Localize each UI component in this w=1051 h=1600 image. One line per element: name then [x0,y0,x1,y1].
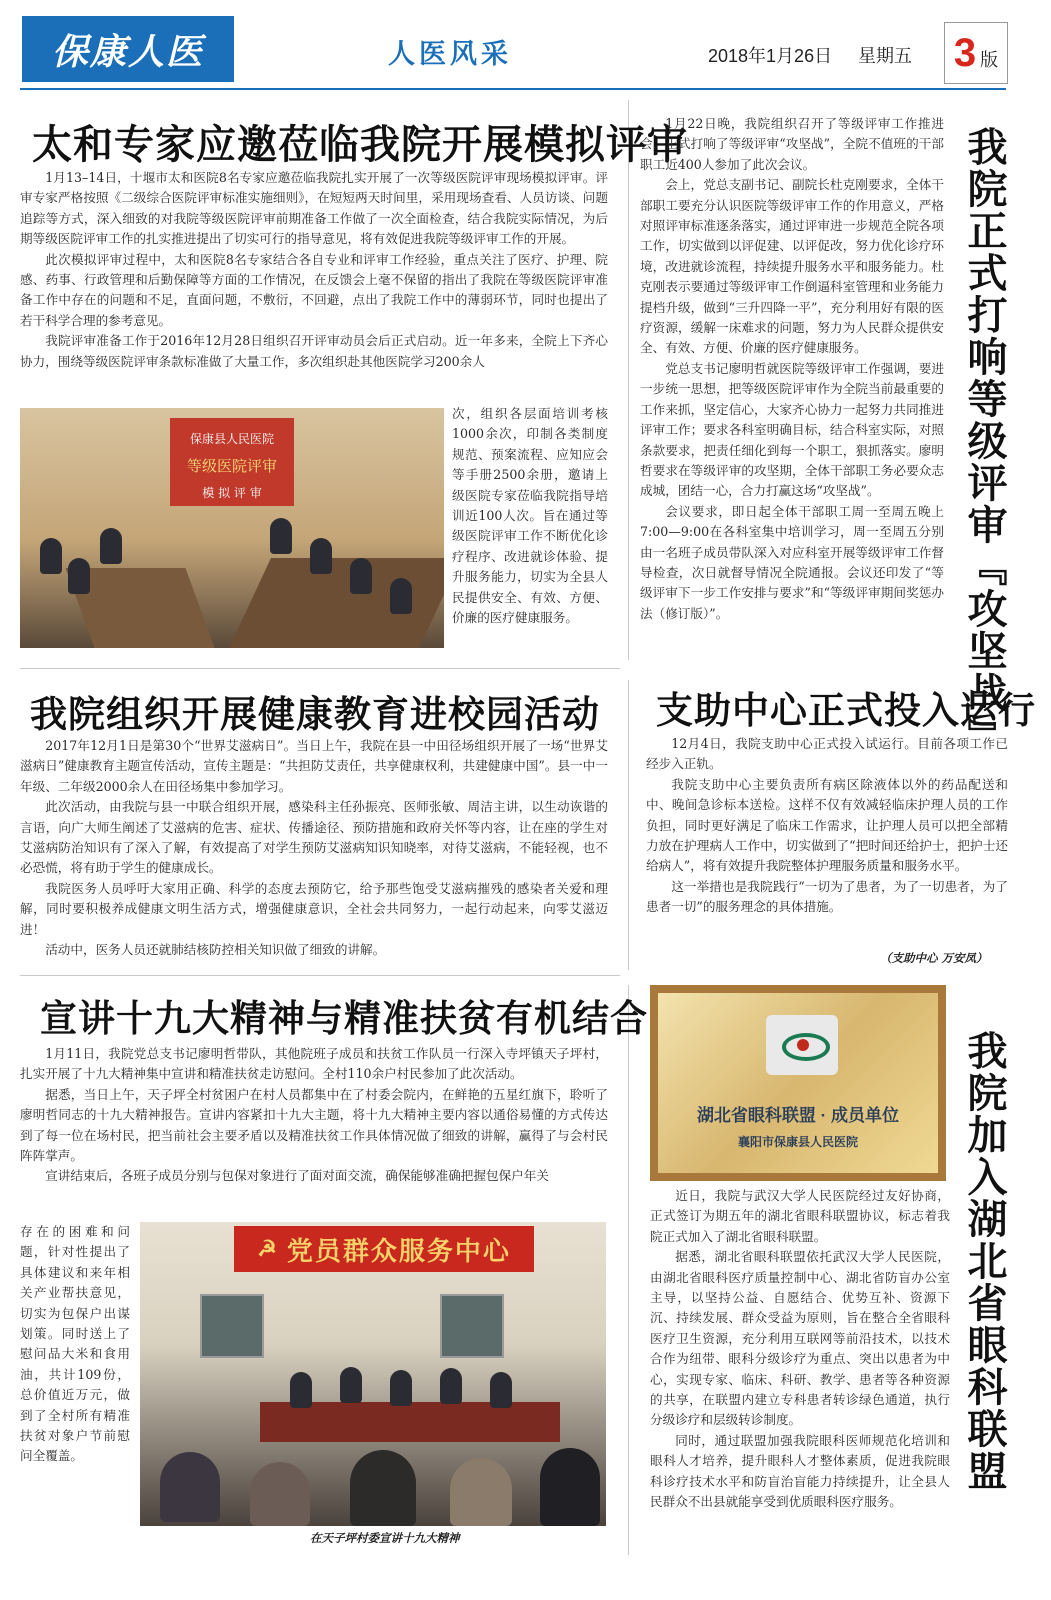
paragraph: 我院支助中心主要负责所有病区除液体以外的药品配送和中、晚间急诊标本送检。这样不仅有效减轻临床护理人员的工作负担，同时更好满足了临床工作需求，让护理人员可以把全部精力放在护理病人工作中，切实做到了“把时间还给护士，把护士还给病人”，将有效提升我院整体护理服务质量和服务水平。 [646,776,1008,874]
paragraph: 同时，通过联盟加强我院眼科医师规范化培训和眼科人才培养，提升眼科人才整体素质，促进我院眼科诊疗技术水平和防盲治盲能力持续提升，让全县人民群众不出县就能享受到优质眼科医疗服务。 [650,1432,950,1510]
page-unit: 版 [980,50,999,71]
section-name: 人医风采 [388,39,512,70]
plaque-subtitle: 襄阳市保康县人民医院 [737,1135,858,1149]
column-divider [628,680,629,970]
window [200,1294,264,1358]
paragraph: 这一举措也是我院践行“一切为了患者，为了一切患者，为了患者一切”的服务理念的具体措施。 [646,878,1008,915]
screen-line: 等级医院评审 [186,457,277,475]
person-figure [390,1370,412,1406]
article-body [646,734,1008,918]
paragraph: 近日，我院与武汉大学人民医院经过友好协商，正式签订为期五年的湖北省眼科联盟协议，标志着我院正式加入了湖北省眼科联盟。 [650,1188,950,1244]
paragraph: 我院评审准备工作于2016年12月28日组织召开评审动员会后正式启动。近一年多来，全院上下齐心协力，围绕等级医院评审条款标准做了大量工作，多次组织赴其他医院学习200余人 [20,333,608,369]
article-body [650,1186,950,1513]
person-figure [340,1367,362,1403]
screen-line: 模 拟 评 审 [202,486,262,500]
person-figure [270,518,292,554]
paragraph: 1月13–14日，十堰市太和医院8名专家应邀莅临我院扎实开展了一次等级医院评审现场模拟评审。评审专家严格按照《二级综合医院评审标准实施细则》，在短短两天时间里，采用现场查看、人员访谈、问题追踪等方式，深入细致的对我院等级医院评审前期准备工作做了一次全面检查，结合我院实际情况，为后期等级医院评审工作的扎实推进提出了切实可行的指导意见，将有效促进我院等级评审工作的开展。 [20,170,608,247]
header-rule [20,88,1006,90]
screen-line: 保康县人民医院 [189,432,274,446]
party-emblem-icon: ☭ [257,1236,279,1262]
page-number-box [944,22,1008,84]
paragraph: 会议要求，即日起全体干部职工周一至周五晚上7:00—9:00在各科室集中培训学习，周一至周五分别由一名班子成员带队深入对应科室开展等级评审工作督导检查，次日就督导情况全院通报。会议还印发了“等级评审下一步工作安排与要求”和“等级评审期间奖惩办法（修订版）”。 [640,503,944,621]
column-divider [628,985,629,1555]
audience-figure [160,1452,220,1522]
paragraph: 活动中，医务人员还就肺结核防控相关知识做了细致的讲解。 [45,942,386,958]
paragraph: 存在的困难和问题，针对性提出了具体建议和来年相关产业帮扶意见，切实为包保户出谋划策。同时送上了慰问品大米和食用油，共计109份，总价值近万元，做到了全村所有精准扶贫对象户节前慰问全覆盖。 [20,1224,130,1464]
article-title: 支助中心正式投入运行 [656,688,1036,732]
person-figure [490,1372,512,1408]
paragraph: 1月11日，我院党总支书记廖明哲带队，其他院班子成员和扶贫工作队员一行深入寺坪镇天子坪村，扎实开展了十九大精神集中宣讲和精准扶贫走访慰问。全村110余户村民参加了此次活动。 [20,1046,608,1082]
person-figure [440,1368,462,1404]
paragraph: 我院医务人员呼吁大家用正确、科学的态度去预防它，给予那些饱受艾滋病摧残的感染者关爱和理解，同时要积极养成健康文明生活方式，增强健康意识，全社会共同努力，一起行动起来，向零艾滋迈进！ [20,880,608,937]
article-title: 宣讲十九大精神与精准扶贫有机结合 [40,996,648,1040]
issue-date: 2018年1月26日 [708,46,833,66]
village-meeting-photo [140,1222,606,1526]
meeting-desk [260,1402,560,1442]
article-title: 太和专家应邀莅临我院开展模拟评审 [32,121,688,168]
article-title: 我院组织开展健康教育进校园活动 [30,692,600,736]
paragraph: 据悉，当日上午，天子坪全村贫困户在村人员都集中在了村委会院内，在鲜艳的五星红旗下，聆听了廖明哲同志的十九大精神报告。宣讲内容紧扣十九大主题，将十九大精神主要内容以通俗易懂的方式传达到了每一位在场村民，把当前社会主要矛盾以及精准扶贫工作具体情况做了细致的讲解，赢得了与会村民阵阵掌声。 [20,1086,608,1164]
audience-figure [350,1450,416,1526]
section-divider [20,668,620,669]
paragraph: 2017年12月1日是第30个“世界艾滋病日”。当日上午，我院在县一中田径场组织开展了一场“世界艾滋病日”健康教育主题宣传活动，宣传主题是：“共担防艾责任，共享健康权利，共建健康中国”。县一中一年级、二年级2000余人在田径场集中参加学习。 [20,738,608,794]
paragraph: 此次模拟评审过程中，太和医院8名专家结合各自专业和评审工作经验，重点关注了医疗、护理、院感、药事、行政管理和后勤保障等方面的工作情况，在反馈会上毫不保留的指出了我院在等级医院评审准备工作中存在的问题和不足，直面问题，不敷衍，不回避，点出了我院工作中的薄弱环节，同时也提出了若干科学合理的参考意见。 [20,251,608,328]
plaque [658,993,938,1173]
paragraph: 次，组织各层面培训考核1000余次，印制各类制度规范、预案流程、应知应会等手册2500余册，邀请上级医院专家莅临我院指导培训近100人次。旨在通过等级医院评审工作不断优化诊疗程序、改进就诊体验、提升服务能力，切实为全县人民提供安全、有效、方便、价廉的医疗健康服务。 [452,406,608,626]
page-number: 3 [953,30,977,75]
audience-figure [450,1458,512,1526]
person-figure [68,558,90,594]
article-body-continued [452,404,608,628]
article-body [20,736,608,960]
article-body [20,1044,608,1187]
article-body [20,168,608,372]
article-body-continued [20,1222,130,1467]
audience-figure [250,1462,310,1526]
paragraph: 宣讲结束后，各班子成员分别与包保对象进行了面对面交流，确保能够准确把握包保户年关 [45,1168,549,1184]
alliance-plaque-photo [650,985,946,1181]
person-figure [290,1372,312,1408]
eye-logo-icon [766,1015,838,1075]
person-figure [350,558,372,594]
paragraph: 12月4日，我院支助中心正式投入试运行。目前各项工作已经步入正轨。 [646,736,1008,772]
paragraph: 1月22日晚，我院组织召开了等级评审工作推进会，正式打响了等级评审“攻坚战”，全院不值班的干部职工近400人参加了此次会议。 [640,116,944,172]
paragraph: 据悉，湖北省眼科联盟依托武汉大学人民医院，由湖北省眼科医疗质量控制中心、湖北省防盲办公室主导，以坚持公益、自愿结合、优势互补、资源下沉、持续发展、群众受益为原则，旨在整合全省眼科医疗卫生资源，充分利用互联网等前沿技术，以技术合作为纽带、眼科分级诊疗为重点、突出以患者为中心，实现专家、临床、科研、教学、患者等各种资源的共享，在联盟内建立专科患者转诊绿色通道，执行分级诊疗和层级转诊制度。 [650,1249,950,1428]
article-title-vertical: 我院加入湖北省眼科联盟 [961,1030,1008,1492]
photo-caption: 在天子坪村委宣讲十九大精神 [310,1531,460,1545]
paragraph: 党总支书记廖明哲就医院等级评审工作强调，要进一步统一思想，把等级医院评审作为全院当前最重要的工作来抓，坚定信心，大家齐心协力一起努力共同推进评审工作；要求各科室明确目标，结合科室实际，对照条款要求，把责任细化到每一个职工，狠抓落实。廖明哲要求在等级评审的攻坚期，全体干部职工务必要众志成城，团结一心，合力打赢这场“攻坚战”。 [640,360,944,499]
eye-pupil [797,1039,809,1051]
photo-banner [234,1226,534,1272]
audience-figure [540,1448,600,1526]
meeting-photo [20,408,444,648]
person-figure [310,538,332,574]
newspaper-logo: 保康人医 [22,16,234,82]
article-title-vertical: 我院正式打响等级评审『攻坚战』 [961,126,1008,756]
plaque-title: 湖北省眼科联盟 · 成员单位 [696,1106,900,1125]
column-divider [628,100,629,660]
article-body [640,114,944,624]
window [440,1294,504,1358]
person-figure [390,578,412,614]
article-byline: （支助中心 万安凤） [880,951,988,965]
paragraph: 此次活动，由我院与县一中联合组织开展，感染科主任孙振亮、医师张敏、周洁主讲，以生动诙谐的言语，向广大师生阐述了艾滋病的危害、症状、传播途径、预防措施和政府关怀等内容，让在座的学生对艾滋病防治知识有了深入了解，有效提高了对学生预防艾滋病知识知晓率，对待艾滋病，不能轻视，也不必恐慌，将有助于学生的健康成长。 [20,799,608,876]
section-divider [20,975,620,976]
person-figure [40,538,62,574]
projection-screen [170,418,294,506]
issue-weekday: 星期五 [858,46,912,67]
person-figure [100,528,122,564]
paragraph: 会上，党总支副书记、副院长杜克刚要求，全体干部职工要充分认识医院等级评审工作的作用意义，严格对照评审标准逐条落实，通过评审进一步规范全院各项工作，切实做到以评促建、以评促改，努力优化诊疗环境，改进就诊流程，持续提升服务水平和服务能力。杜克刚表示要通过等级评审工作倒逼科室管理和业务能力提档升级，做到“三升四降一平”，充分利用好有限的医疗资源，缓解一床难求的问题，努力为人民群众提供安全、有效、方便、价廉的医疗健康服务。 [640,177,944,356]
banner-text: 党员群众服务中心 [286,1236,511,1267]
